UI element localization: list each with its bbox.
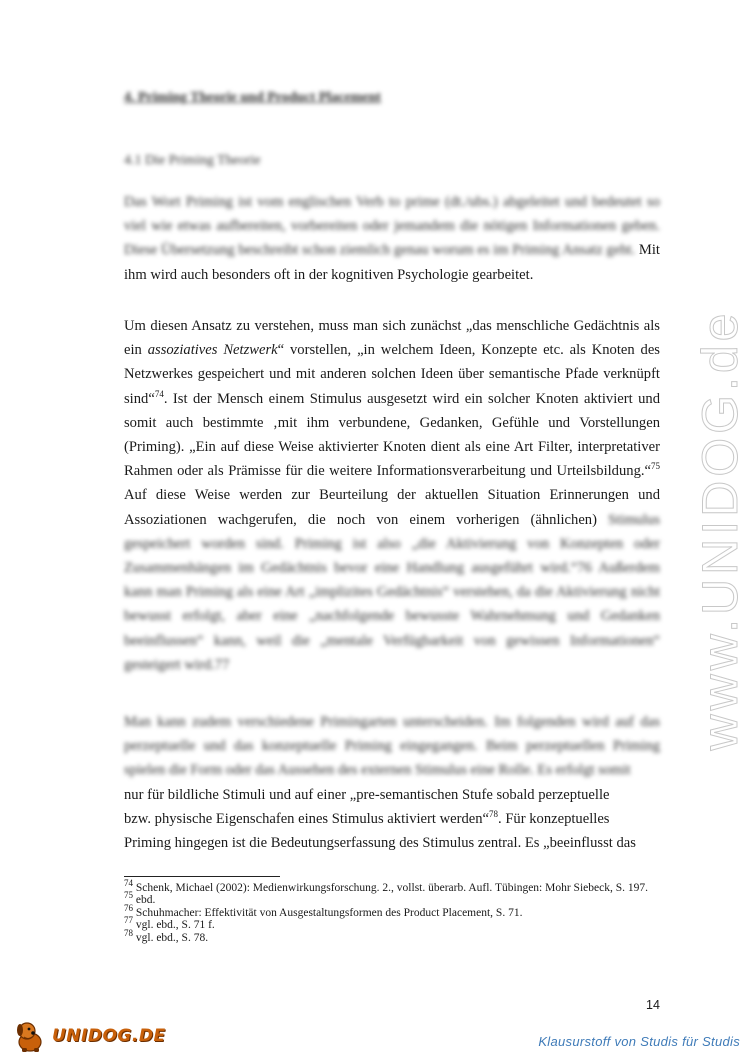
footnote-number: 76 (124, 902, 133, 913)
footnote-number: 78 (124, 927, 133, 938)
footnote-ref-75: 75 (651, 461, 660, 472)
footnote (124, 890, 664, 907)
footnote-ref-78: 78 (489, 808, 499, 819)
footnote-number: 74 (124, 878, 133, 889)
paragraph-3-line-2b: . Für konzeptuelles (498, 810, 610, 827)
footnote (124, 927, 664, 944)
paragraph-2-text-4: Auf diese Weise werden zur Beurteilung der aktuellen Situation Erinnerungen und Assoziationen wachgerufen, die noch von einem vorherigen (ähnlichen) (124, 487, 660, 528)
footnote-number: 77 (124, 915, 133, 926)
paragraph-1-blurred: Das Wort Priming ist vom englischen Verb to prime (dt./ubs.) abgeleitet und bedeutet so viel wie etwas aufbereiten, vorbereiten oder jemandem die nötigen Informationen geben. Diese Übersetzung beschreibt schon ziemlich genau worum es im Priming Ansatz geht. (124, 194, 660, 259)
paragraph-3-line-2 (124, 807, 660, 831)
paragraph-3-line-2a: bzw. physische Eigenschafen eines Stimulus aktiviert werden“ (124, 810, 490, 827)
footnote-ref-74: 74 (154, 388, 164, 399)
dog-mascot-icon (12, 1018, 52, 1054)
paragraph-2-text-1: Um diesen Ansatz zu verstehen, muss man sich zunächst „das menschliche Gedächtnis als ein (124, 318, 660, 359)
paragraph-2-blurred: Stimulus gespeichert worden sind. Priming ist also „die Aktivierung von Konzepten oder Zusammenhängen im Gedächtnis bevor eine Handlung ausgeführt wird.“76 Außerdem kann man Priming als eine Art „implizites Gedächtnis“ verstehen, da die Aktivierung nicht bewusst erfolgt, aber eine „nachfolgende bewusste Wahrnehmung und Gedanken beeinflussen“ kann, weil die „mentale Verfügbarkeit von gewissen Informationen“ gesteigert wird.77 (124, 511, 660, 673)
paragraph-2-text-2: “ vorstellen, „in welchem Ideen, Konzepte etc. als Knoten des Netzwerkes gespeichert und mit anderen solchen Ideen über semantische Pfade verknüpft sind“ (124, 342, 660, 407)
page-number: 14 (646, 998, 660, 1012)
paragraph-2-text-3: . Ist der Mensch einem Stimulus ausgesetzt wird ein solcher Knoten aktiviert und somit auch bestimmte ‚mit ihm verbundene, Gedanken, Gefühle und Vorstellungen (Priming). „Ein auf diese Weise aktivierter Knoten dient als eine Art Filter, interpretativer Rahmen oder als Prämisse für die weitere Informationsverarbeitung und Urteilsbildung.“ (124, 390, 660, 480)
footnote-text: ebd. (133, 894, 156, 907)
footnote (124, 915, 664, 932)
watermark: www.UNIDOG.de (692, 309, 748, 751)
paragraph-2-italic: assoziatives Netzwerk (147, 342, 278, 359)
paragraph-3-line-1: nur für bildliche Stimuli und auf einer „pre-semantischen Stufe sobald perzeptuelle (124, 786, 610, 803)
footnote-text: vgl. ebd., S. 78. (133, 931, 209, 944)
paragraph-1-visible: Mit ihm wird auch besonders oft in der kognitiven Psychologie gearbeitet. (124, 242, 660, 283)
footnote-number: 75 (124, 890, 133, 901)
unidog-logo (12, 1018, 192, 1054)
footnote (124, 902, 664, 919)
chapter-heading: 4. Priming Theorie und Product Placement (124, 90, 381, 105)
footnote-rule (124, 876, 280, 877)
footnote (124, 878, 664, 894)
footer-slogan: Klausurstoff von Studis für Studis (538, 1034, 740, 1049)
paragraph-3-blurred: Man kann zudem verschiedene Primingarten unterscheiden. Im folgenden wird auf das perzeptuelle und das konzeptuelle Priming eingegangen. Beim perzeptuellen Priming spielen die Form oder das Aussehen des externen Stimulus eine Rolle. Es erfolgt somit (124, 714, 660, 779)
footnote-text: Schuhmacher: Effektivität von Ausgestaltungsformen des Product Placement, S. 71. (133, 906, 523, 919)
section-heading: 4.1 Die Priming Theorie (124, 153, 261, 168)
paragraph-3-line-3: Priming hingegen ist die Bedeutungserfassung des Stimulus zentral. Es „beeinflusst das (124, 835, 636, 852)
footnote-text: vgl. ebd., S. 71 f. (133, 919, 215, 932)
paragraph-1 (124, 190, 660, 287)
paragraph-3 (124, 710, 660, 855)
paragraph-2 (124, 314, 660, 677)
footnotes (124, 878, 664, 944)
footnote-text: Schenk, Michael (2002): Medienwirkungsforschung. 2., vollst. überarb. Aufl. Tübingen: Mohr Siebeck, S. 197. (133, 882, 648, 894)
logo-text: UNIDOG.DE (52, 1026, 166, 1046)
